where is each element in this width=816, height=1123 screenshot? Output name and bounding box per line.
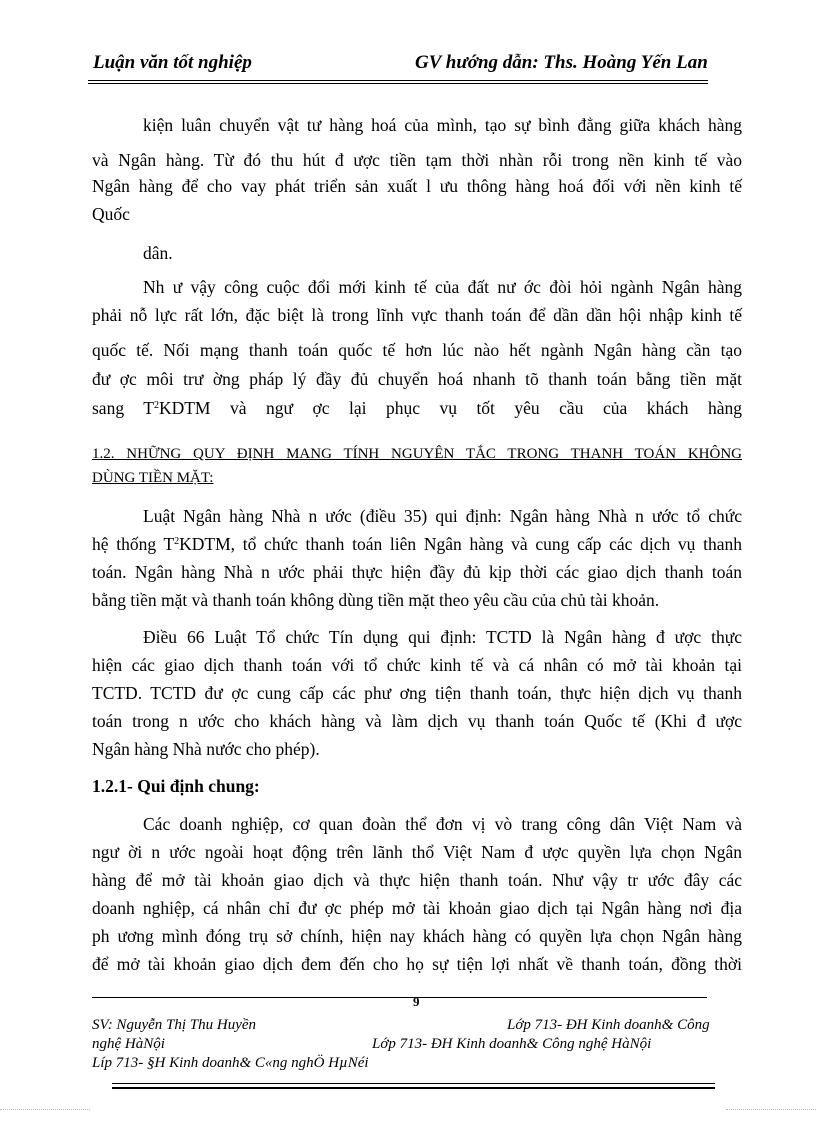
header-left-title: Luận văn tốt nghiệp bbox=[93, 52, 252, 73]
body-line: toán. Ngân hàng Nhà n ước phải thực hiện đầy đủ kịp thời các giao dịch thanh toán bbox=[92, 562, 742, 582]
header-rule-thin bbox=[88, 83, 708, 84]
body-line: Quốc bbox=[92, 204, 130, 224]
body-line: ph ương mình đóng trụ sở chính, hiện nay khách hàng có quyền lựa chọn Ngân hàng bbox=[92, 926, 742, 946]
body-line: kiện luân chuyển vật tư hàng hoá của mình, tạo sự bình đẳng giữa khách hàng bbox=[143, 115, 742, 135]
body-line: Các doanh nghiệp, cơ quan đoàn thể đơn vị vò trang công dân Việt Nam và bbox=[143, 814, 742, 834]
bottom-rule-thick bbox=[112, 1087, 715, 1089]
header-rule bbox=[88, 80, 708, 81]
body-line: Ngân hàng Nhà nước cho phép). bbox=[92, 739, 320, 759]
body-line: TCTD. TCTD đư ợc cung cấp các phư ơng tiện thanh toán, thực hiện dịch vụ thanh bbox=[92, 683, 742, 703]
body-line: và Ngân hàng. Từ đó thu hút đ ược tiền tạm thời nhàn rỗi trong nền kinh tế vào bbox=[92, 150, 742, 170]
body-line: đư ợc môi trư ờng pháp lý đầy đủ chuyển hoá nhanh tõ thanh toán bằng tiền mặt bbox=[92, 369, 742, 389]
body-line: ngư ời n ước ngoài hoạt động trên lãnh thổ Việt Nam đ ược quyền lựa chọn Ngân bbox=[92, 842, 742, 862]
body-line: để mở tài khoản giao dịch đem đến cho họ sự tiện lợi nhất về thanh toán, đồng thời bbox=[92, 954, 742, 974]
body-line: Nh ư vậy công cuộc đổi mới kinh tế của đất nư ớc đòi hỏi ngành Ngân hàng bbox=[143, 277, 742, 297]
body-line: hệ thống $T^2KDTM$, tổ chức thanh toán liên Ngân hàng và cung cấp các dịch vụ thanh bbox=[92, 534, 742, 554]
page-number: 9 bbox=[413, 994, 420, 1009]
footer-line2-right: Lớp 713- ĐH Kinh doanh& Công nghệ HàNội bbox=[372, 1036, 652, 1052]
body-line: Điều 66 Luật Tổ chức Tín dụng qui định: TCTD là Ngân hàng đ ược thực bbox=[143, 627, 742, 647]
body-line: Ngân hàng để cho vay phát triển sản xuất l ưu thông hàng hoá đối với nền kinh tế bbox=[92, 176, 742, 196]
page-edge-dots bbox=[726, 1109, 816, 1110]
body-line: bằng tiền mặt và thanh toán không dùng tiền mặt theo yêu cầu của chủ tài khoản. bbox=[92, 590, 660, 610]
footer-line3: Líp 713- §H Kinh doanh& C«ng nghÖ HµNéi bbox=[92, 1055, 369, 1071]
body-line: phải nỗ lực rất lớn, đặc biệt là trong lĩnh vực thanh toán để dần dần hội nhập kinh tế bbox=[92, 305, 742, 325]
body-line: Luật Ngân hàng Nhà n ước (điều 35) qui định: Ngân hàng Nhà n ước tổ chức bbox=[143, 506, 742, 526]
footer-author: SV: Nguyễn Thị Thu Huyền bbox=[92, 1017, 257, 1033]
body-line: sang $T^2KDTM$ và ngư ợc lại phục vụ tốt yêu cầu của khách hàng bbox=[92, 398, 743, 418]
body-line: doanh nghiệp, cá nhân chỉ đư ợc phép mở tài khoản giao dịch tại Ngân hàng nơi địa bbox=[92, 898, 742, 918]
header-right-advisor: GV hướng dẫn: Ths. Hoàng Yến Lan bbox=[415, 52, 708, 73]
section-heading-cont: DÙNG TIỀN MẶT: bbox=[92, 470, 214, 486]
body-line: toán trong n ước cho khách hàng và làm dịch vụ thanh toán Quốc tế (Khi đ ược bbox=[92, 711, 742, 731]
body-line: dân. bbox=[143, 243, 173, 263]
bottom-rule bbox=[112, 1083, 715, 1084]
footer-line2-left: nghệ HàNội bbox=[92, 1036, 165, 1052]
body-line: hiện các giao dịch thanh toán với tổ chức kinh tế và cá nhân có mở tài khoản tại bbox=[92, 655, 742, 675]
section-heading: 1.2. NHỮNG QUY ĐỊNH MANG TÍNH NGUYÊN TẮC TRONG THANH TOÁN KHÔNG bbox=[92, 446, 742, 462]
footer-class: Lớp 713- ĐH Kinh doanh& Công bbox=[507, 1017, 710, 1033]
body-line: hàng để mở tài khoản giao dịch và thực hiện thanh toán. Như vậy tr ước đây các bbox=[92, 870, 742, 890]
page-edge-dots bbox=[0, 1109, 90, 1110]
body-line: quốc tế. Nối mạng thanh toán quốc tế hơn lúc nào hết ngành Ngân hàng cần tạo bbox=[92, 340, 742, 360]
footer-rule bbox=[92, 997, 707, 998]
subsection-heading: 1.2.1- Qui định chung: bbox=[92, 776, 260, 796]
